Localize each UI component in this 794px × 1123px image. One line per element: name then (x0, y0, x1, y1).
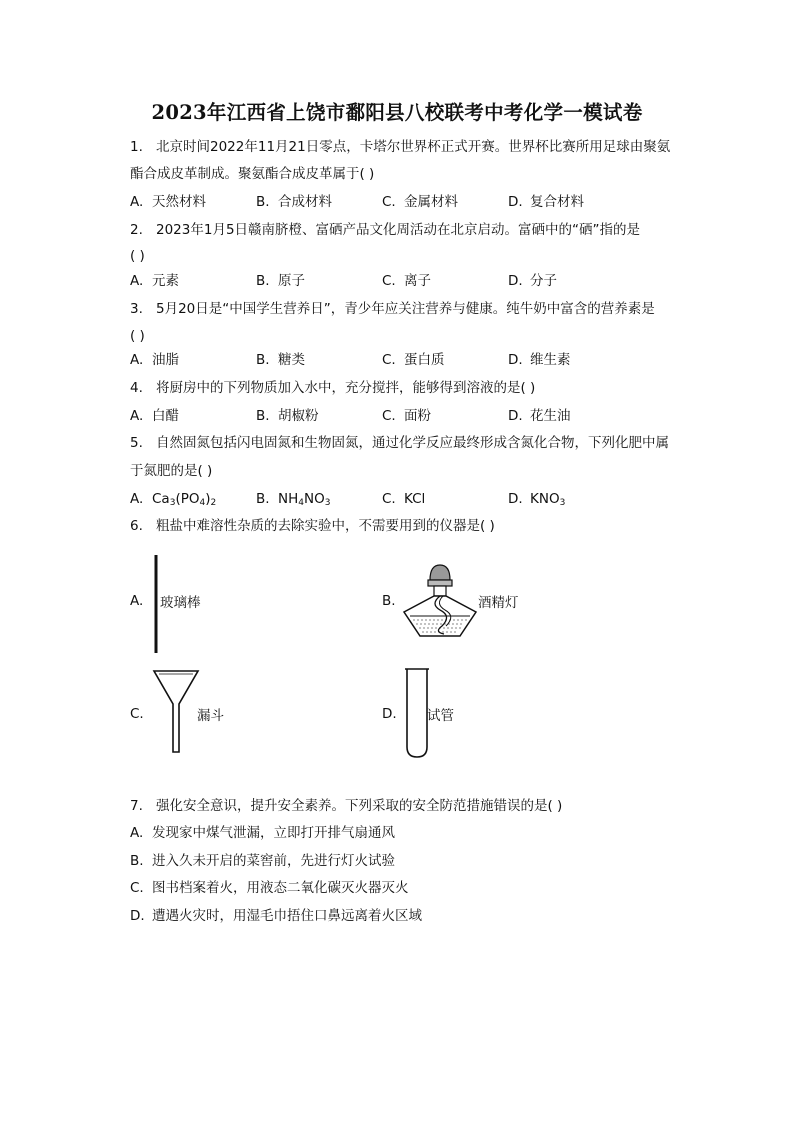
q5-option-b[interactable]: B. $NH_4NO_3$ (256, 491, 331, 508)
question-4-line-1 (130, 378, 535, 398)
question-2-line-1 (130, 220, 640, 240)
question-3-line-2: ( ) (130, 328, 145, 344)
q2-option-d[interactable]: D. 分子 (508, 273, 557, 289)
q6-option-c-letter[interactable]: C. (130, 706, 144, 722)
q6-option-d-label: 试管 (427, 708, 454, 724)
question-5-number: 5. (130, 435, 143, 451)
question-1-line-1 (130, 137, 670, 157)
q6-option-d-letter[interactable]: D. (382, 706, 397, 722)
q7-option-b[interactable]: B. 进入久未开启的菜窖前，先进行灯火试验 (130, 853, 395, 869)
question-1-text: 北京时间2022年11月21日零点，卡塔尔世界杯正式开赛。世界杯比赛所用足球由聚氨 (156, 139, 671, 155)
q3-option-a[interactable]: A. 油脂 (130, 352, 179, 368)
question-5-text: 自然固氮包括闪电固氮和生物固氮，通过化学反应最终形成含氮化合物，下列化肥中属 (156, 435, 669, 451)
q2-option-a[interactable]: A. 元素 (130, 273, 179, 289)
q6-option-b-label: 酒精灯 (478, 595, 519, 611)
question-3-number: 3. (130, 301, 143, 317)
q5-option-c[interactable]: C. KCl (382, 491, 426, 507)
question-2-line-2: ( ) (130, 248, 145, 264)
q4-option-c[interactable]: C. 面粉 (382, 408, 431, 424)
funnel-icon (152, 668, 200, 756)
q1-option-b[interactable]: B. 合成材料 (256, 194, 332, 210)
question-2-number: 2. (130, 222, 143, 238)
q1-option-c[interactable]: C. 金属材料 (382, 194, 458, 210)
q7-option-a[interactable]: A. 发现家中煤气泄漏，立即打开排气扇通风 (130, 825, 395, 841)
question-3-text: 5月20日是“中国学生营养日”，青少年应关注营养与健康。纯牛奶中富含的营养素是 (156, 301, 655, 317)
q4-option-d[interactable]: D. 花生油 (508, 408, 571, 424)
question-6-text: 粗盐中难溶性杂质的去除实验中，不需要用到的仪器是( ) (156, 518, 495, 534)
q4-option-a[interactable]: A. 白醋 (130, 408, 179, 424)
question-5-line-1 (130, 433, 669, 453)
q6-option-a-letter[interactable]: A. (130, 593, 144, 609)
q2-option-c[interactable]: C. 离子 (382, 273, 431, 289)
q6-option-c-label: 漏斗 (197, 708, 224, 724)
question-7-text: 强化安全意识，提升安全素养。下列采取的安全防范措施错误的是( ) (156, 798, 563, 814)
question-7-number: 7. (130, 798, 143, 814)
q5-option-d[interactable]: D. $KNO_3$ (508, 491, 566, 508)
q6-option-a-label: 玻璃棒 (160, 595, 201, 611)
q3-option-d[interactable]: D. 维生素 (508, 352, 571, 368)
q5-option-a[interactable]: A. $Ca_3(PO_4)_2$ (130, 491, 217, 508)
q7-option-d[interactable]: D. 遭遇火灾时，用湿毛巾捂住口鼻远离着火区域 (130, 908, 422, 924)
alcohol-lamp-icon (400, 560, 480, 640)
question-5-line-2: 于氮肥的是( ) (130, 463, 213, 479)
q3-option-b[interactable]: B. 糖类 (256, 352, 305, 368)
q4-option-b[interactable]: B. 胡椒粉 (256, 408, 319, 424)
question-3-line-1 (130, 299, 655, 319)
question-6-number: 6. (130, 518, 143, 534)
question-1-line-2: 酯合成皮革制成。聚氨酯合成皮革属于( ) (130, 166, 375, 182)
q6-option-b-letter[interactable]: B. (382, 593, 396, 609)
question-4-text: 将厨房中的下列物质加入水中，充分搅拌，能够得到溶液的是( ) (156, 380, 536, 396)
q1-option-a[interactable]: A. 天然材料 (130, 194, 206, 210)
question-4-number: 4. (130, 380, 143, 396)
question-6-line-1 (130, 516, 495, 536)
question-1-number: 1. (130, 139, 143, 155)
q7-option-c[interactable]: C. 图书档案着火，用液态二氧化碳灭火器灭火 (130, 880, 409, 896)
q3-option-c[interactable]: C. 蛋白质 (382, 352, 445, 368)
exam-title: 2023年江西省上饶市鄱阳县八校联考中考化学一模试卷 (151, 101, 643, 124)
question-7-line-1 (130, 796, 562, 816)
q2-option-b[interactable]: B. 原子 (256, 273, 305, 289)
q1-option-d[interactable]: D. 复合材料 (508, 194, 584, 210)
question-2-text: 2023年1月5日赣南脐橙、富硒产品文化周活动在北京启动。富硒中的“硒”指的是 (156, 222, 641, 238)
